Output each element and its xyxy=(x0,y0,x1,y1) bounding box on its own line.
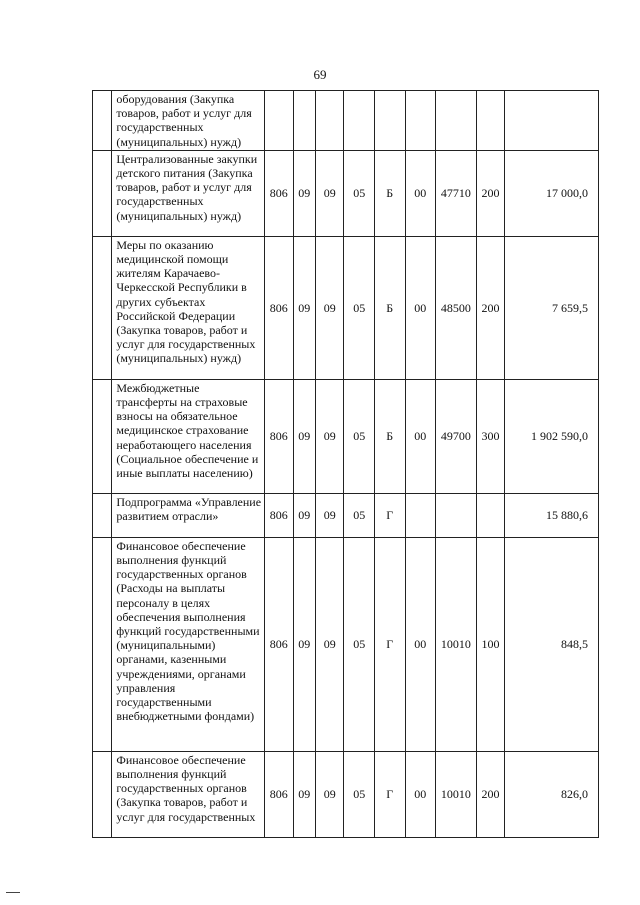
amount-cell: 1 902 590,0 xyxy=(505,379,599,493)
amount-cell: 15 880,6 xyxy=(505,493,599,537)
target-code-part2-cell: Г xyxy=(374,493,405,537)
target-code-part4-cell: 49700 xyxy=(436,379,477,493)
target-code-part2-cell: Г xyxy=(374,751,405,837)
scan-artifact-mark xyxy=(6,892,20,893)
target-code-part1-cell: 05 xyxy=(344,751,375,837)
section-code-cell: 09 xyxy=(293,379,315,493)
target-code-part4-cell: 10010 xyxy=(436,537,477,751)
subsection-code-cell: 09 xyxy=(315,150,344,236)
target-code-part3-cell: 00 xyxy=(405,379,436,493)
target-code-part2-cell: Г xyxy=(374,537,405,751)
amount-cell xyxy=(505,91,599,151)
target-code-part3-cell xyxy=(405,493,436,537)
row-marker-cell xyxy=(93,91,112,151)
ministry-code-cell: 806 xyxy=(265,537,294,751)
expense-type-cell xyxy=(476,493,505,537)
page-number: 69 xyxy=(313,67,327,82)
ministry-code-cell: 806 xyxy=(265,493,294,537)
target-code-part4-cell xyxy=(436,493,477,537)
table-row xyxy=(93,537,599,751)
target-code-part2-cell: Б xyxy=(374,150,405,236)
expense-type-cell: 300 xyxy=(476,379,505,493)
ministry-code-cell: 806 xyxy=(265,379,294,493)
row-marker-cell xyxy=(93,537,112,751)
amount-cell: 17 000,0 xyxy=(505,150,599,236)
subsection-code-cell xyxy=(315,91,344,151)
target-code-part1-cell: 05 xyxy=(344,379,375,493)
section-code-cell: 09 xyxy=(293,150,315,236)
row-marker-cell xyxy=(93,493,112,537)
expense-name-cell: Финансовое обеспечение выполнения функций государственных органов (Закупка товаров, работ и услуг для государственных xyxy=(112,751,265,837)
ministry-code-cell: 806 xyxy=(265,236,294,379)
section-code-cell: 09 xyxy=(293,537,315,751)
ministry-code-cell: 806 xyxy=(265,751,294,837)
section-code-cell: 09 xyxy=(293,751,315,837)
section-code-cell: 09 xyxy=(293,236,315,379)
expense-type-cell: 200 xyxy=(476,751,505,837)
amount-cell: 848,5 xyxy=(505,537,599,751)
target-code-part3-cell xyxy=(405,91,436,151)
subsection-code-cell: 09 xyxy=(315,537,344,751)
expense-type-cell: 200 xyxy=(476,236,505,379)
target-code-part2-cell: Б xyxy=(374,379,405,493)
expense-type-cell: 200 xyxy=(476,150,505,236)
target-code-part3-cell: 00 xyxy=(405,537,436,751)
expense-name-cell: Межбюджетные трансферты на страховые взносы на обязательное медицинское страхование неработающего населения (Социальное обеспечение и иные выплаты населению) xyxy=(112,379,265,493)
table-row xyxy=(93,493,599,537)
target-code-part4-cell: 47710 xyxy=(436,150,477,236)
target-code-part3-cell: 00 xyxy=(405,236,436,379)
target-code-part1-cell: 05 xyxy=(344,236,375,379)
row-marker-cell xyxy=(93,150,112,236)
table-row xyxy=(93,751,599,837)
table-row xyxy=(93,379,599,493)
amount-cell: 7 659,5 xyxy=(505,236,599,379)
section-code-cell: 09 xyxy=(293,493,315,537)
row-marker-cell xyxy=(93,379,112,493)
target-code-part2-cell xyxy=(374,91,405,151)
table-row xyxy=(93,91,599,151)
section-code-cell xyxy=(293,91,315,151)
target-code-part1-cell: 05 xyxy=(344,493,375,537)
amount-cell: 826,0 xyxy=(505,751,599,837)
target-code-part3-cell: 00 xyxy=(405,751,436,837)
target-code-part1-cell: 05 xyxy=(344,537,375,751)
subsection-code-cell: 09 xyxy=(315,751,344,837)
target-code-part1-cell: 05 xyxy=(344,150,375,236)
subsection-code-cell: 09 xyxy=(315,379,344,493)
expense-name-cell: оборудования (Закупка товаров, работ и услуг для государственных (муниципальных) нужд) xyxy=(112,91,265,151)
table-row xyxy=(93,150,599,236)
target-code-part1-cell xyxy=(344,91,375,151)
row-marker-cell xyxy=(93,751,112,837)
table-body xyxy=(93,91,599,838)
expense-name-cell: Финансовое обеспечение выполнения функций государственных органов (Расходы на выплаты персоналу в целях обеспечения выполнения функций государственными (муниципальными) органами, казенными учреждениями, органами управления государственными внебюджетными фондами) xyxy=(112,537,265,751)
expense-name-cell: Централизованные закупки детского питания (Закупка товаров, работ и услуг для государственных (муниципальных) нужд) xyxy=(112,150,265,236)
expense-name-cell: Подпрограмма «Управление развитием отрасли» xyxy=(112,493,265,537)
budget-table xyxy=(92,90,599,838)
table-row xyxy=(93,236,599,379)
expense-type-cell: 100 xyxy=(476,537,505,751)
target-code-part2-cell: Б xyxy=(374,236,405,379)
target-code-part4-cell: 10010 xyxy=(436,751,477,837)
ministry-code-cell: 806 xyxy=(265,150,294,236)
target-code-part3-cell: 00 xyxy=(405,150,436,236)
target-code-part4-cell xyxy=(436,91,477,151)
ministry-code-cell xyxy=(265,91,294,151)
subsection-code-cell: 09 xyxy=(315,236,344,379)
expense-type-cell xyxy=(476,91,505,151)
subsection-code-cell: 09 xyxy=(315,493,344,537)
target-code-part4-cell: 48500 xyxy=(436,236,477,379)
row-marker-cell xyxy=(93,236,112,379)
expense-name-cell: Меры по оказанию медицинской помощи жителям Карачаево-Черкесской Республики в других субъектах Российской Федерации (Закупка товаров, работ и услуг для государственных (муниципальных) нужд) xyxy=(112,236,265,379)
